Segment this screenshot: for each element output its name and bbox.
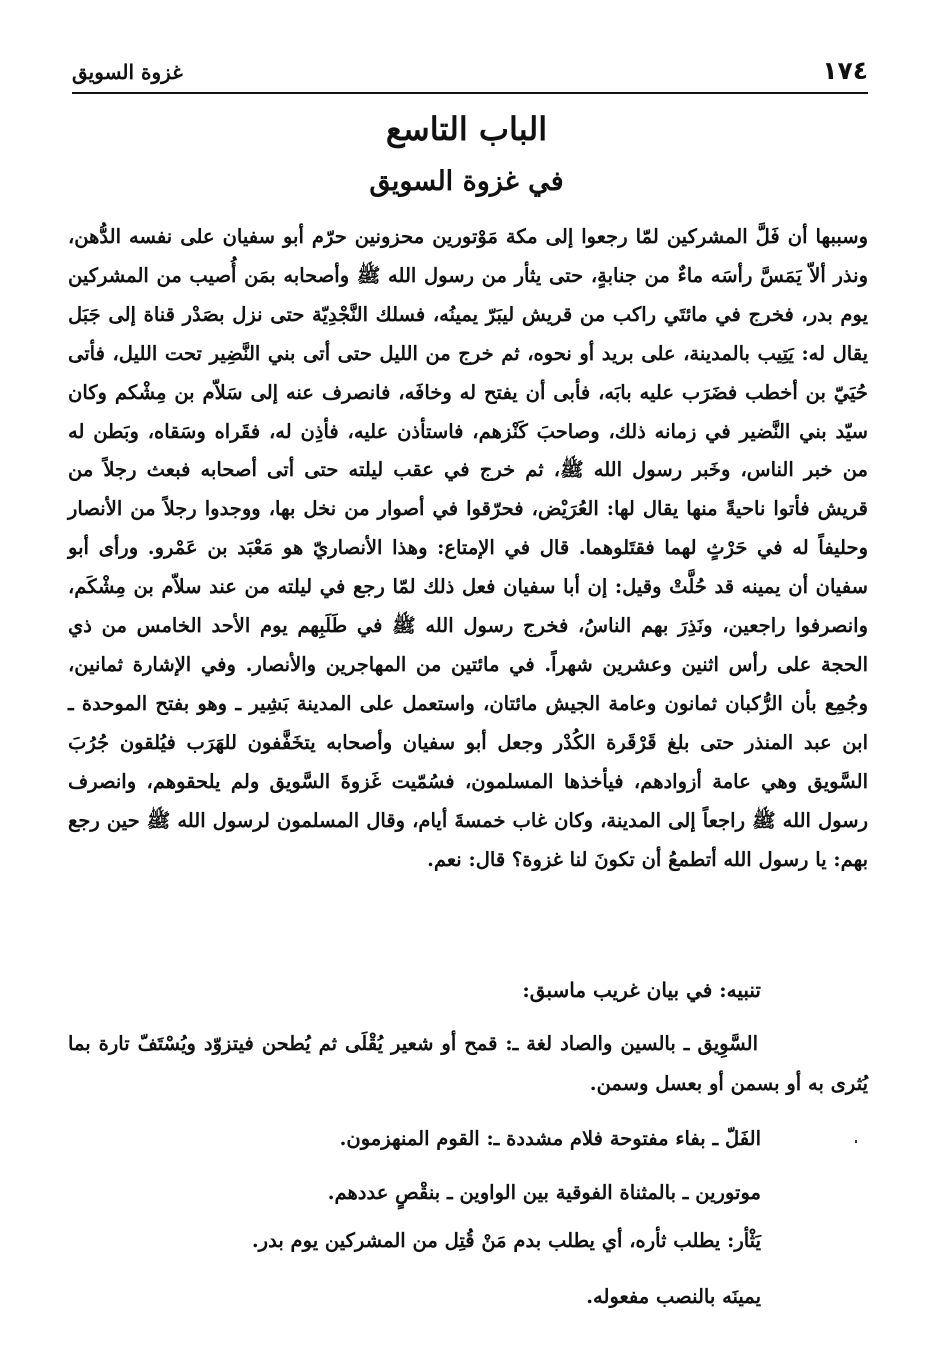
margin-speck [855,1140,857,1143]
page-number: ١٧٤ [822,56,868,85]
chapter-subtitle: في غزوة السويق [369,166,564,197]
main-paragraph: وسببها أن فَلَّ المشركين لمّا رجعوا إلى مكة مَوْتورين محزونين حرّم أبو سفيان على نفسه الدُّهن، ونذر ألاّ يَمَسَّ رأسَه ماءٌ من جنابةٍ، حتى يثأر من رسول الله ﷺ وأصحابه بمَن أُصيب من المشركين يوم بدر، فخرج في مائتَي راكب من قريش ليبَرّ يمينُه، فسلك النَّجْدِيّة حتى نزل بصَدْر قناة إلى جَبَل يقال له: يَتِيب بالمدينة، على بريد أو نحوه، ثم خرج من الليل حتى أتى بني النَّضِير تحت الليل، فأتى حُيَيّ بن أخطب فضَرَب عليه بابَه، فأبى أن يفتح له وخافَه، فانصرف عنه إلى سَلاّم بن مِشْكم وكان سيّد بني النَّضير في زمانه ذلك، وصاحبَ كَنْزهم، فاستأذن عليه، فأذِن له، فقَراه وسَقاه، وبَطن له من خبر الناس، وخَبر رسول الله ﷺ، ثم خرج في عقب ليلته حتى أتى أصحابه فبعث رجلاً من قريش فأتوا ناحيةً منها يقال لها: العُرَيْض، فحرّقوا في أصوار من نخل بها، ووجدوا رجلاً من الأنصار وحليفاً له في حَرْثٍ لهما فقتَلوهما. قال في الإمتاع: وهذا الأنصاريّ هو مَعْبَد بن عَمْرو. ورأى أبو سفيان أن يمينه قد حُلَّتْ وقيل: إن أبا سفيان فعل ذلك لمّا رجع في ليلته من عند سلاّم بن مِشْكَم، وانصرفوا راجعين، ونَذِرَ بهم الناسُ، فخرج رسول الله ﷺ في طَلَبِهم يوم الأحد الخامس من ذي الحجة على رأس اثنين وعشرين شهراً. في مائتين من المهاجرين والأنصار. وفي الإشارة ثمانين، وجُمِع بأن الرُّكبان ثمانون وعامة الجيش مائتان، واستعمل على المدينة بَشِير ـ وهو بفتح الموحدة ـ ابن عبد المنذر حتى بلغ قَرْقَرة الكُدْر وجعل أبو سفيان وأصحابه يتخَفَّفون للهَرَب فيُلقون جُرُبَ السَّويق وهي عامة أزوادهم، فيأخذها المسلمون، فسُمّيت غَزوةَ السَّويق ولم يلحقوهم، وانصرف رسول الله ﷺ راجعاً إلى المدينة، وكان غاب خمسةَ أيام، وقال المسلمون لرسول الله ﷺ حين رجع بهم: يا رسول الله أتطمعُ أن تكونَ لنا غزوة؟ قال: نعم. [68,225,868,871]
gloss-sawiq [68,1024,868,1104]
running-title: غزوة السويق [72,60,183,84]
notes-heading: تنبيه: في بيان غريب ماسبق: [522,978,761,1002]
gloss-fal: الفَلّ ـ بفاء مفتوحة فلام مشددة ـ: القوم المنهزمون. [339,1127,761,1150]
page-header [72,52,868,94]
gloss-yaminahu: يمينَه بالنصب مفعوله. [586,1285,761,1308]
gloss-yathar: يَثْأر: يطلب ثأره، أي يطلب بدم مَنْ قُتِل من المشركين يوم بدر. [251,1229,761,1252]
chapter-title: الباب التاسع [385,110,548,148]
gloss-mawturin: موتورين ـ بالمثناة الفوقية بين الواوين ـ بنقْصٍ عددهم. [327,1181,761,1204]
gloss-sawiq-text: السَّوِيق ـ بالسين والصاد لغة ـ: قمح أو شعير يُقْلَى ثم يُطحن فيتزوّد ويُسْتَفّ تارة بما يُثرى به أو بسمن أو بعسل وسمن. [68,1032,868,1095]
